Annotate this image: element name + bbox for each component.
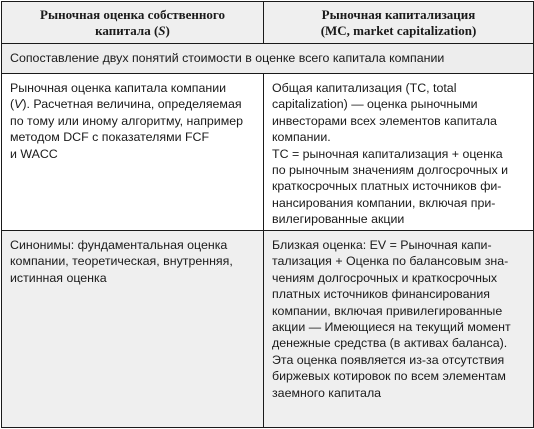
row1-left-symbol: V xyxy=(14,97,23,112)
header-left-line-2-close: ) xyxy=(165,22,170,38)
header-left-line-2 xyxy=(2,23,263,39)
band-row xyxy=(2,44,534,74)
header-cell-left xyxy=(2,2,264,44)
row2-right-line-8: Эта оценка появляется из-за отсутствия xyxy=(272,352,505,367)
row1-left-line-2: (V). Расчетная величина, определяемая xyxy=(10,97,242,112)
row1-left-line-5: и WACC xyxy=(10,146,58,161)
row2-left-line-2: компании, теоретическая, внутренняя, xyxy=(10,254,233,269)
header-left-line-1: Рыночная оценка собственного xyxy=(40,6,225,22)
header-row xyxy=(2,2,534,44)
row1-right-line-6: по рыночным значениям долгосрочных и xyxy=(272,163,509,178)
row1-right-line-3: инвесторами всех элементов капитала xyxy=(272,113,497,128)
header-left-symbol: S xyxy=(158,22,166,38)
band-cell: Сопоставление двух понятий стоимости в оценке всего капитала компании xyxy=(2,44,534,74)
row1-right-line-2: capitalization) — оценка рыночными xyxy=(272,97,478,112)
row1-right-line-8: нансирования компании, включая при- xyxy=(272,195,496,210)
row1-left-line-3: по тому или иному алгоритму, например xyxy=(10,113,244,128)
row2-left-line-3: истинная оценка xyxy=(10,270,107,285)
row1-left-cell xyxy=(2,74,264,231)
header-right-line-1: Рыночная капитализация xyxy=(321,6,476,22)
row1-right-line-9: вилегированные акции xyxy=(272,212,405,227)
header-cell-right xyxy=(264,2,534,44)
row1-right-line-4: компании. xyxy=(272,130,331,145)
header-right-line-2: (MC, market capitalization) xyxy=(320,22,477,38)
row2-right-line-4: платных источников финансирования xyxy=(272,287,490,302)
row2-right-line-9: биржевых котировок по всем элементам xyxy=(272,369,506,384)
comparison-table xyxy=(1,1,534,428)
table-row xyxy=(2,74,534,231)
row1-right-line-7: краткосрочных платных источников фи- xyxy=(272,179,502,194)
row1-right-line-1: Общая капитализация (TC, total xyxy=(272,81,457,95)
row1-left-line-1: Рыночная оценка капитала компании xyxy=(10,81,227,95)
row2-left-line-1: Синонимы: фундаментальная оценка xyxy=(10,238,228,252)
header-left-line-2-text: капитала ( xyxy=(95,22,159,38)
row2-right-line-1: Близкая оценка: EV = Рыночная капи- xyxy=(272,238,492,252)
row1-right-cell xyxy=(264,74,534,231)
row2-right-line-5: компании, включая привилегированные xyxy=(272,303,503,318)
row2-left-cell xyxy=(2,231,264,428)
row1-right-line-5: TC = рыночная капитализация + оценка xyxy=(272,146,503,161)
row2-right-line-7: денежные средства (в активах баланса). xyxy=(272,336,508,351)
row2-right-line-6: акции — Имеющиеся на текущий момент xyxy=(272,320,511,335)
row1-left-line-4: методом DCF с показателями FCF xyxy=(10,130,210,145)
table-row xyxy=(2,231,534,428)
row2-right-line-2: тализация + Оценка по балансовым зна- xyxy=(272,254,509,269)
row2-right-line-10: заемного капитала xyxy=(272,385,382,400)
row2-right-line-3: чениям долгосрочных и краткосрочных xyxy=(272,270,498,285)
row2-right-cell xyxy=(264,231,534,428)
